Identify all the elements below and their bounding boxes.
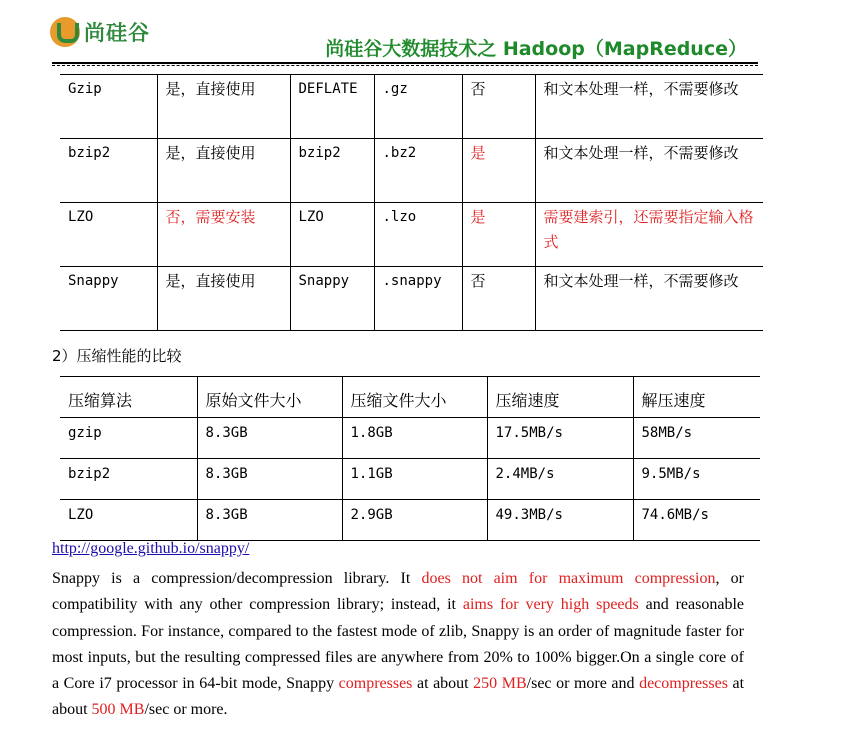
- table-cell: 58MB/s: [633, 418, 760, 459]
- format-name: Gzip: [68, 81, 102, 97]
- table-row: [60, 267, 763, 331]
- file-extension: .bz2: [374, 139, 462, 203]
- text-span: /sec or more.: [144, 701, 228, 719]
- text-span: and reasonable compression. For instance, compared to the fastest mode of zlib, Snappy is an order of magnitude faster for most inputs, but the resulting compressed files are anywhere from 20% to 100% bigger.On a single core of a Core i7 processor in 64-bit mode, Snappy: [52, 596, 745, 693]
- algorithm: DEFLATE: [290, 75, 374, 139]
- compression-format-table: [60, 74, 763, 331]
- logo-icon: [50, 17, 80, 47]
- table-cell: 17.5MB/s: [487, 418, 633, 459]
- program-change-note: 需要建索引，还需要指定输入格式: [535, 203, 763, 267]
- algorithm: Snappy: [290, 267, 374, 331]
- snappy-description: [52, 566, 744, 724]
- column-header: 原始文件大小: [197, 377, 342, 418]
- table-row: [60, 418, 760, 459]
- highlight-span: decompresses: [639, 675, 728, 693]
- table-cell: LZO: [68, 507, 94, 523]
- file-extension: .snappy: [374, 267, 462, 331]
- table-cell: 1.1GB: [342, 459, 487, 500]
- table-row: [60, 75, 763, 139]
- program-change-note: 和文本处理一样，不需要修改: [535, 139, 763, 203]
- format-name: bzip2: [68, 145, 111, 161]
- program-change-note: 和文本处理一样，不需要修改: [535, 75, 763, 139]
- file-extension: .lzo: [374, 203, 462, 267]
- column-header: 解压速度: [633, 377, 760, 418]
- program-change-note: 和文本处理一样，不需要修改: [535, 267, 763, 331]
- compression-performance-table: [60, 376, 760, 541]
- table-header-row: [60, 377, 760, 418]
- logo-text: 尚硅谷: [84, 21, 150, 45]
- highlight-span: 500 MB: [91, 701, 145, 719]
- text-span: at about: [52, 675, 745, 719]
- table-cell: 2.9GB: [342, 500, 487, 541]
- splittable: 否: [462, 75, 535, 139]
- hadoop-native: 是，直接使用: [157, 139, 290, 203]
- format-name: LZO: [68, 209, 94, 225]
- table-row: [60, 203, 763, 267]
- section-heading: 2）压缩性能的比较: [52, 347, 182, 365]
- column-header: 压缩文件大小: [342, 377, 487, 418]
- logo: [50, 14, 150, 50]
- file-extension: .gz: [374, 75, 462, 139]
- splittable: 是: [462, 203, 535, 267]
- highlight-span: does not aim for maximum compression: [421, 570, 716, 587]
- table-cell: 8.3GB: [197, 459, 342, 500]
- highlight-span: 250 MB: [473, 675, 527, 693]
- snappy-link[interactable]: http://google.github.io/snappy/: [52, 540, 250, 557]
- splittable: 否: [462, 267, 535, 331]
- hadoop-native: 是，直接使用: [157, 75, 290, 139]
- header-divider: [52, 62, 758, 64]
- highlight-span: compresses: [338, 675, 413, 693]
- table-row: [60, 139, 763, 203]
- highlight-span: aims for very high speeds: [462, 596, 639, 614]
- text-span: /sec or more and: [526, 675, 640, 693]
- header-divider-dashed: [52, 65, 758, 66]
- algorithm: LZO: [290, 203, 374, 267]
- text-span: at about: [412, 675, 474, 693]
- table-cell: 9.5MB/s: [633, 459, 760, 500]
- table-row: [60, 459, 760, 500]
- hadoop-native: 是，直接使用: [157, 267, 290, 331]
- column-header: 压缩速度: [487, 377, 633, 418]
- table-cell: 74.6MB/s: [633, 500, 760, 541]
- format-name: Snappy: [68, 273, 119, 289]
- page-title: 尚硅谷大数据技术之 Hadoop（MapReduce）: [325, 38, 747, 60]
- splittable: 是: [462, 139, 535, 203]
- algorithm: bzip2: [290, 139, 374, 203]
- hadoop-native: 否，需要安装: [157, 203, 290, 267]
- table-cell: bzip2: [68, 466, 111, 482]
- table-cell: 49.3MB/s: [487, 500, 633, 541]
- table-cell: 1.8GB: [342, 418, 487, 459]
- text-span: Snappy is a compression/decompression library. It: [52, 570, 422, 587]
- column-header: 压缩算法: [68, 391, 133, 410]
- table-cell: 2.4MB/s: [487, 459, 633, 500]
- table-cell: gzip: [68, 425, 102, 441]
- table-row: [60, 500, 760, 541]
- table-cell: 8.3GB: [197, 500, 342, 541]
- table-cell: 8.3GB: [197, 418, 342, 459]
- text-span: , or compatibility with any other compression library; instead, it: [52, 570, 744, 614]
